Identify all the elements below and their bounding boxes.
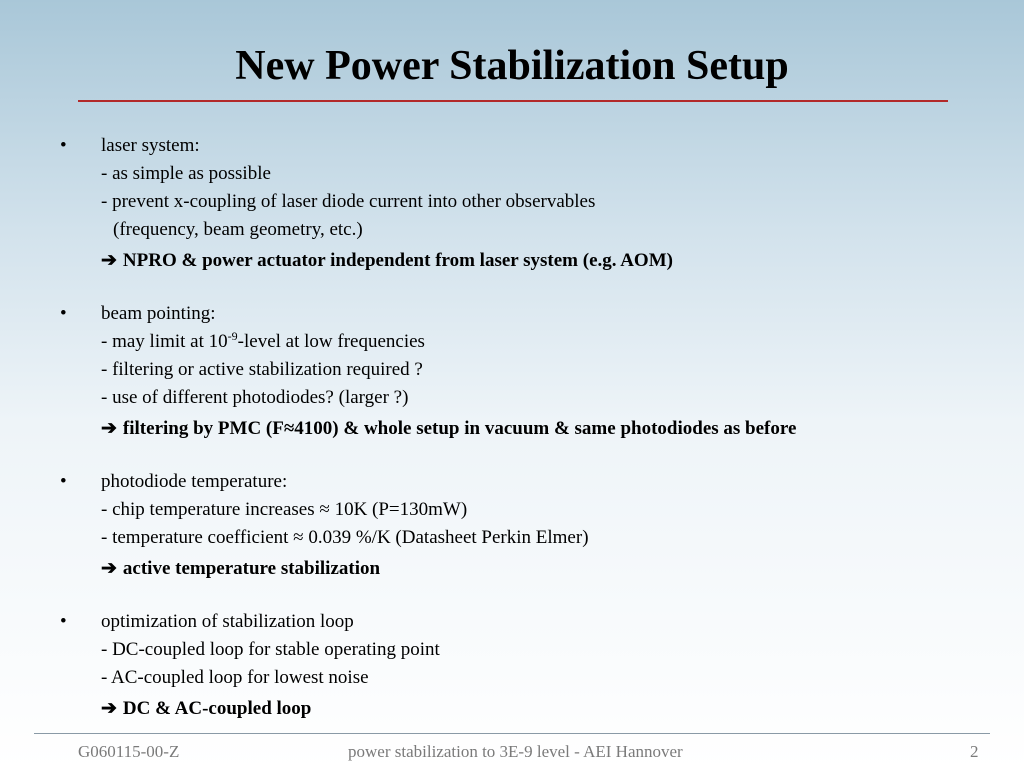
bullet-laser-system — [60, 132, 1000, 275]
footer-doc-id: G060115-00-Z — [78, 742, 180, 761]
bullet-line: - filtering or active stabilization required ? — [101, 359, 423, 380]
bullet-optimization-loop — [60, 608, 1000, 723]
bullet-conclusion — [101, 415, 1000, 443]
bullet-heading: photodiode temperature: — [101, 471, 288, 492]
slide-title: New Power Stabilization Setup — [235, 43, 789, 89]
conclusion-text: filtering by PMC (F≈4100) & whole setup in vacuum & same photodiodes as before — [122, 418, 797, 439]
line-suffix: -level at low frequencies — [237, 331, 425, 352]
bullet-line: - as simple as possible — [101, 163, 271, 184]
line-prefix: - may limit at 10 — [101, 331, 228, 352]
bullet-dot-icon: • — [60, 135, 67, 156]
bullet-line: - prevent x-coupling of laser diode current into other observables — [101, 191, 596, 212]
bullet-line — [101, 328, 1000, 356]
footer-divider — [34, 733, 990, 734]
arrow-right-icon: ➔ — [101, 698, 117, 719]
conclusion-text: NPRO & power actuator independent from laser system (e.g. AOM) — [122, 250, 673, 271]
bullet-heading: beam pointing: — [101, 303, 216, 324]
bullet-conclusion — [101, 695, 1000, 723]
bullet-dot-icon: • — [60, 611, 67, 632]
bullet-conclusion — [101, 555, 1000, 583]
bullet-line: - chip temperature increases ≈ 10K (P=130mW) — [101, 499, 468, 520]
bullet-photodiode-temperature — [60, 468, 1000, 583]
bullet-line: - AC-coupled loop for lowest noise — [101, 667, 369, 688]
arrow-right-icon: ➔ — [101, 558, 117, 579]
bullet-line: (frequency, beam geometry, etc.) — [113, 219, 363, 240]
bullet-heading: optimization of stabilization loop — [101, 611, 354, 632]
bullet-line: - temperature coefficient ≈ 0.039 %/K (Datasheet Perkin Elmer) — [101, 527, 589, 548]
bullet-heading: laser system: — [101, 135, 200, 156]
bullet-line: - use of different photodiodes? (larger ?) — [101, 387, 409, 408]
arrow-right-icon: ➔ — [101, 418, 117, 439]
conclusion-text: DC & AC-coupled loop — [122, 698, 312, 719]
title-divider — [78, 100, 948, 102]
page-number: 2 — [970, 742, 979, 761]
bullet-line: - DC-coupled loop for stable operating point — [101, 639, 440, 660]
bullet-conclusion — [101, 247, 1000, 275]
slide-content — [60, 132, 1000, 748]
footer-title: power stabilization to 3E-9 level - AEI Hannover — [348, 742, 683, 761]
bullet-beam-pointing — [60, 300, 1000, 443]
bullet-dot-icon: • — [60, 471, 67, 492]
conclusion-text: active temperature stabilization — [122, 558, 381, 579]
exponent: -9 — [227, 329, 238, 343]
bullet-dot-icon: • — [60, 303, 67, 324]
arrow-right-icon: ➔ — [101, 250, 117, 271]
